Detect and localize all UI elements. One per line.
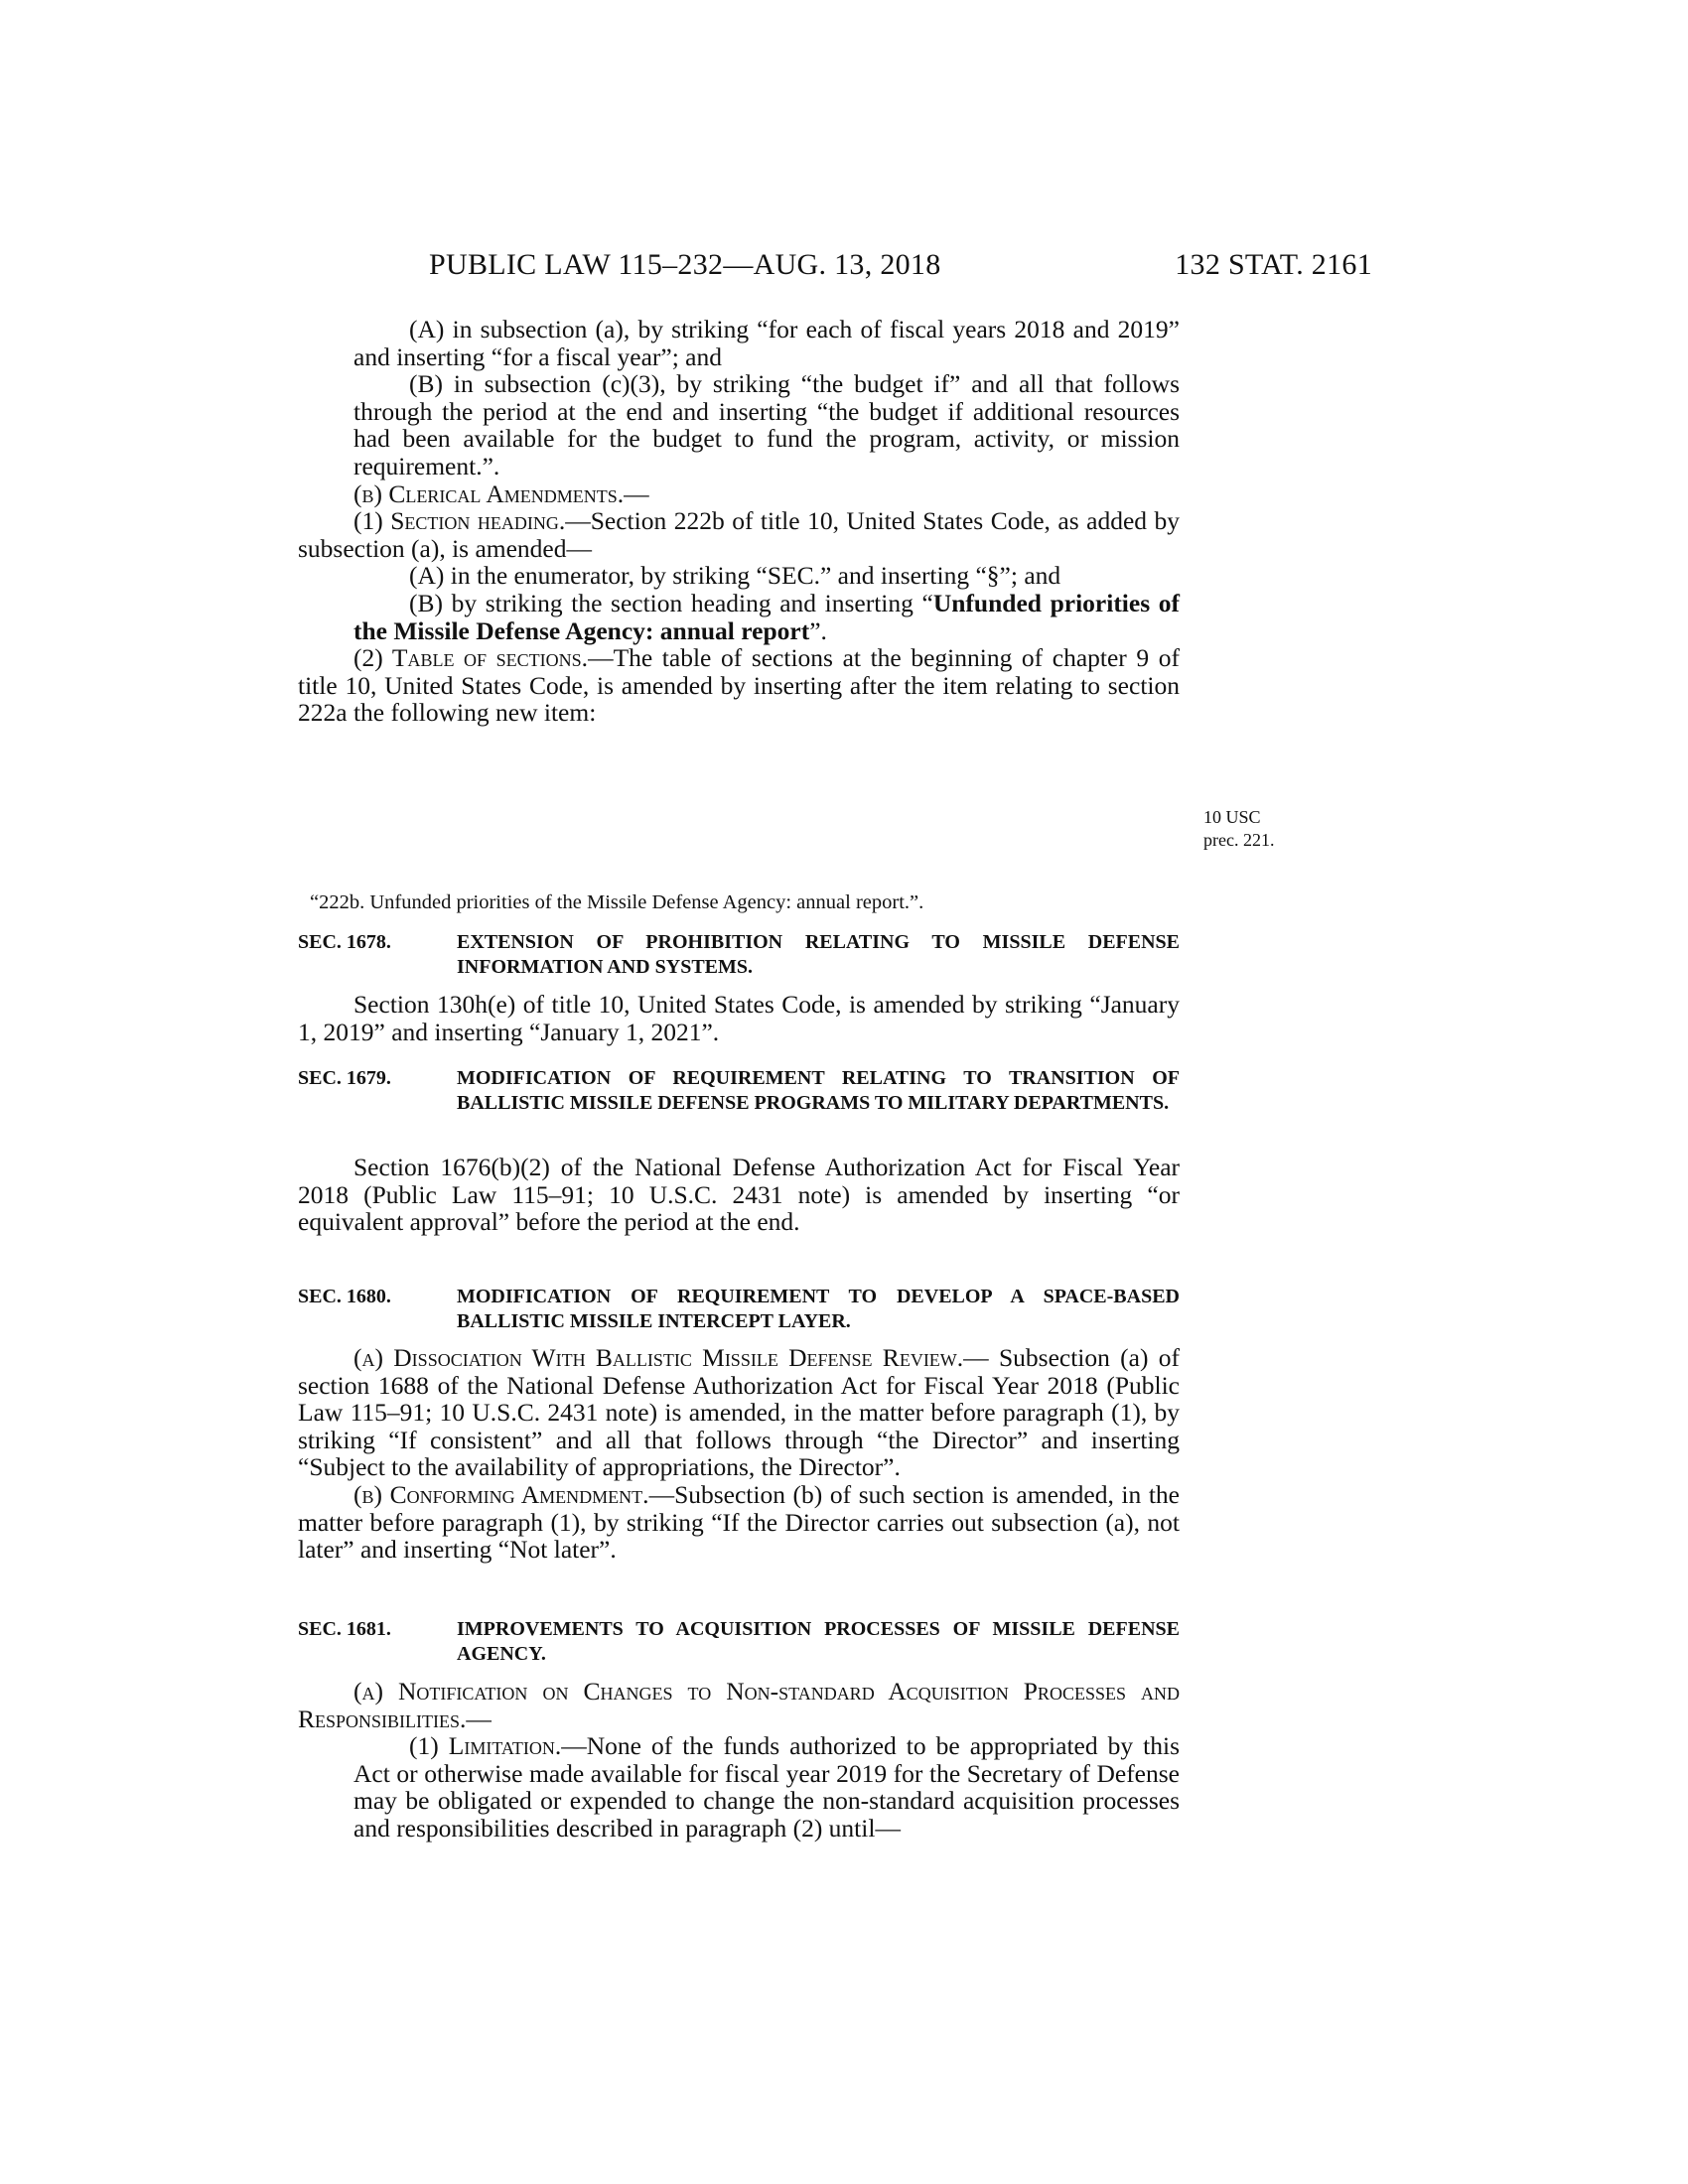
subsection-b-text: —Subsection (b) of such section is amended, in the matter before paragraph (1), by striking “If the Director carries out subsection (a), not later” and inserting “Not later”.	[298, 1479, 1180, 1565]
section-1680-body	[298, 1344, 1180, 1564]
header-stat-page: 132 STAT. 2161	[1175, 248, 1372, 281]
section-title: IMPROVEMENTS TO ACQUISITION PROCESSES OF MISSILE DEFENSE AGENCY.	[457, 1618, 1180, 1665]
inserted-item: “222b. Unfunded priorities of the Missile Defense Agency: annual report.”.	[310, 891, 924, 913]
section-title: MODIFICATION OF REQUIREMENT TO DEVELOP A SPACE-BASED BALLISTIC MISSILE INTERCEPT LAYER.	[457, 1286, 1180, 1332]
section-heading-label: (1) Section heading.	[353, 506, 566, 536]
table-of-sections-label: (2) Table of sections.	[353, 643, 589, 673]
section-title: EXTENSION OF PROHIBITION RELATING TO MISSILE DEFENSE INFORMATION AND SYSTEMS.	[457, 931, 1180, 978]
section-1681-body	[298, 1678, 1180, 1843]
page-header	[429, 248, 1372, 288]
section-1678-body: Section 130h(e) of title 10, United States Code, is amended by striking “January 1, 2019” and inserting “January 1, 2021”.	[298, 990, 1180, 1046]
clerical-amendments-heading: (b) Clerical Amendments.—	[353, 478, 649, 508]
section-number: SEC. 1679.	[298, 1067, 391, 1089]
section-1678-heading	[298, 930, 1180, 980]
section-title: MODIFICATION OF REQUIREMENT RELATING TO TRANSITION OF BALLISTIC MISSILE DEFENSE PROGRAMS TO MILITARY DEPARTMENTS.	[457, 1067, 1180, 1114]
paragraph-1-text: —None of the funds authorized to be appropriated by this Act or otherwise made available for fiscal year 2019 for the Secretary of Defense may be obligated or expended to change the non-standard acquisition processes and responsibilities described in paragraph (2) until—	[353, 1731, 1180, 1843]
section-1681-heading	[298, 1617, 1180, 1667]
section-1680-heading	[298, 1285, 1180, 1334]
section-1679-heading	[298, 1066, 1180, 1116]
table-of-sections-text: —The table of sections at the beginning of chapter 9 of title 10, United States Code, is amended by inserting after the item relating to section 222a the following new item:	[298, 643, 1180, 728]
heading-clause: (B) by striking the section heading and inserting “Unfunded priorities of the Missile Defense Agency: annual report”.	[353, 588, 1180, 645]
section-number: SEC. 1680.	[298, 1286, 391, 1307]
enumerator-clause: (A) in the enumerator, by striking “SEC.” and inserting “§”; and	[409, 561, 1061, 591]
amendment-block	[298, 316, 1180, 727]
paragraph-1-label: (1) Limitation.	[409, 1731, 562, 1761]
margin-note	[1203, 806, 1274, 852]
clause-a: (A) in subsection (a), by striking “for each of fiscal years 2018 and 2019” and inserting “for a fiscal year”; and	[353, 315, 1180, 371]
margin-note-line2: prec. 221.	[1203, 830, 1275, 850]
header-law-citation: PUBLIC LAW 115–232—AUG. 13, 2018	[429, 248, 941, 281]
section-1679-body: Section 1676(b)(2) of the National Defense Authorization Act for Fiscal Year 2018 (Public Law 115–91; 10 U.S.C. 2431 note) is amended by inserting “or equivalent approval” before the period at the end.	[298, 1153, 1180, 1237]
margin-note-line1: 10 USC	[1203, 807, 1261, 827]
section-heading-paragraph	[298, 507, 1180, 562]
subsection-a-text: Subsection (a) of section 1688 of the National Defense Authorization Act for Fiscal Year 2018 (Public Law 115–91; 10 U.S.C. 2431 note) is amended, in the matter before paragraph (1), by striking “If consistent” and all that follows through “the Director” and inserting “Subject to the availability of appropriations, the Director”.	[298, 1343, 1180, 1482]
new-heading-text: Unfunded priorities of the Missile Defense Agency: annual report	[353, 588, 1180, 645]
subsection-a-label: (a) Notification on Changes to Non-standard Acquisition Processes and Responsibilities.—	[298, 1677, 1180, 1733]
section-heading-text: —Section 222b of title 10, United States Code, as added by subsection (a), is amended—	[298, 506, 1180, 563]
subsection-b-label: (b) Conforming Amendment.	[353, 1479, 649, 1509]
subsection-a-label: (a) Dissociation With Ballistic Missile Defense Review.—	[353, 1343, 989, 1372]
table-of-sections-paragraph	[298, 644, 1180, 727]
section-number: SEC. 1681.	[298, 1618, 391, 1640]
section-number: SEC. 1678.	[298, 931, 391, 953]
clause-b: (B) in subsection (c)(3), by striking “the budget if” and all that follows through the period at the end and inserting “the budget if additional resources had been available for the budget to fund the program, activity, or mission requirement.”.	[353, 369, 1180, 480]
